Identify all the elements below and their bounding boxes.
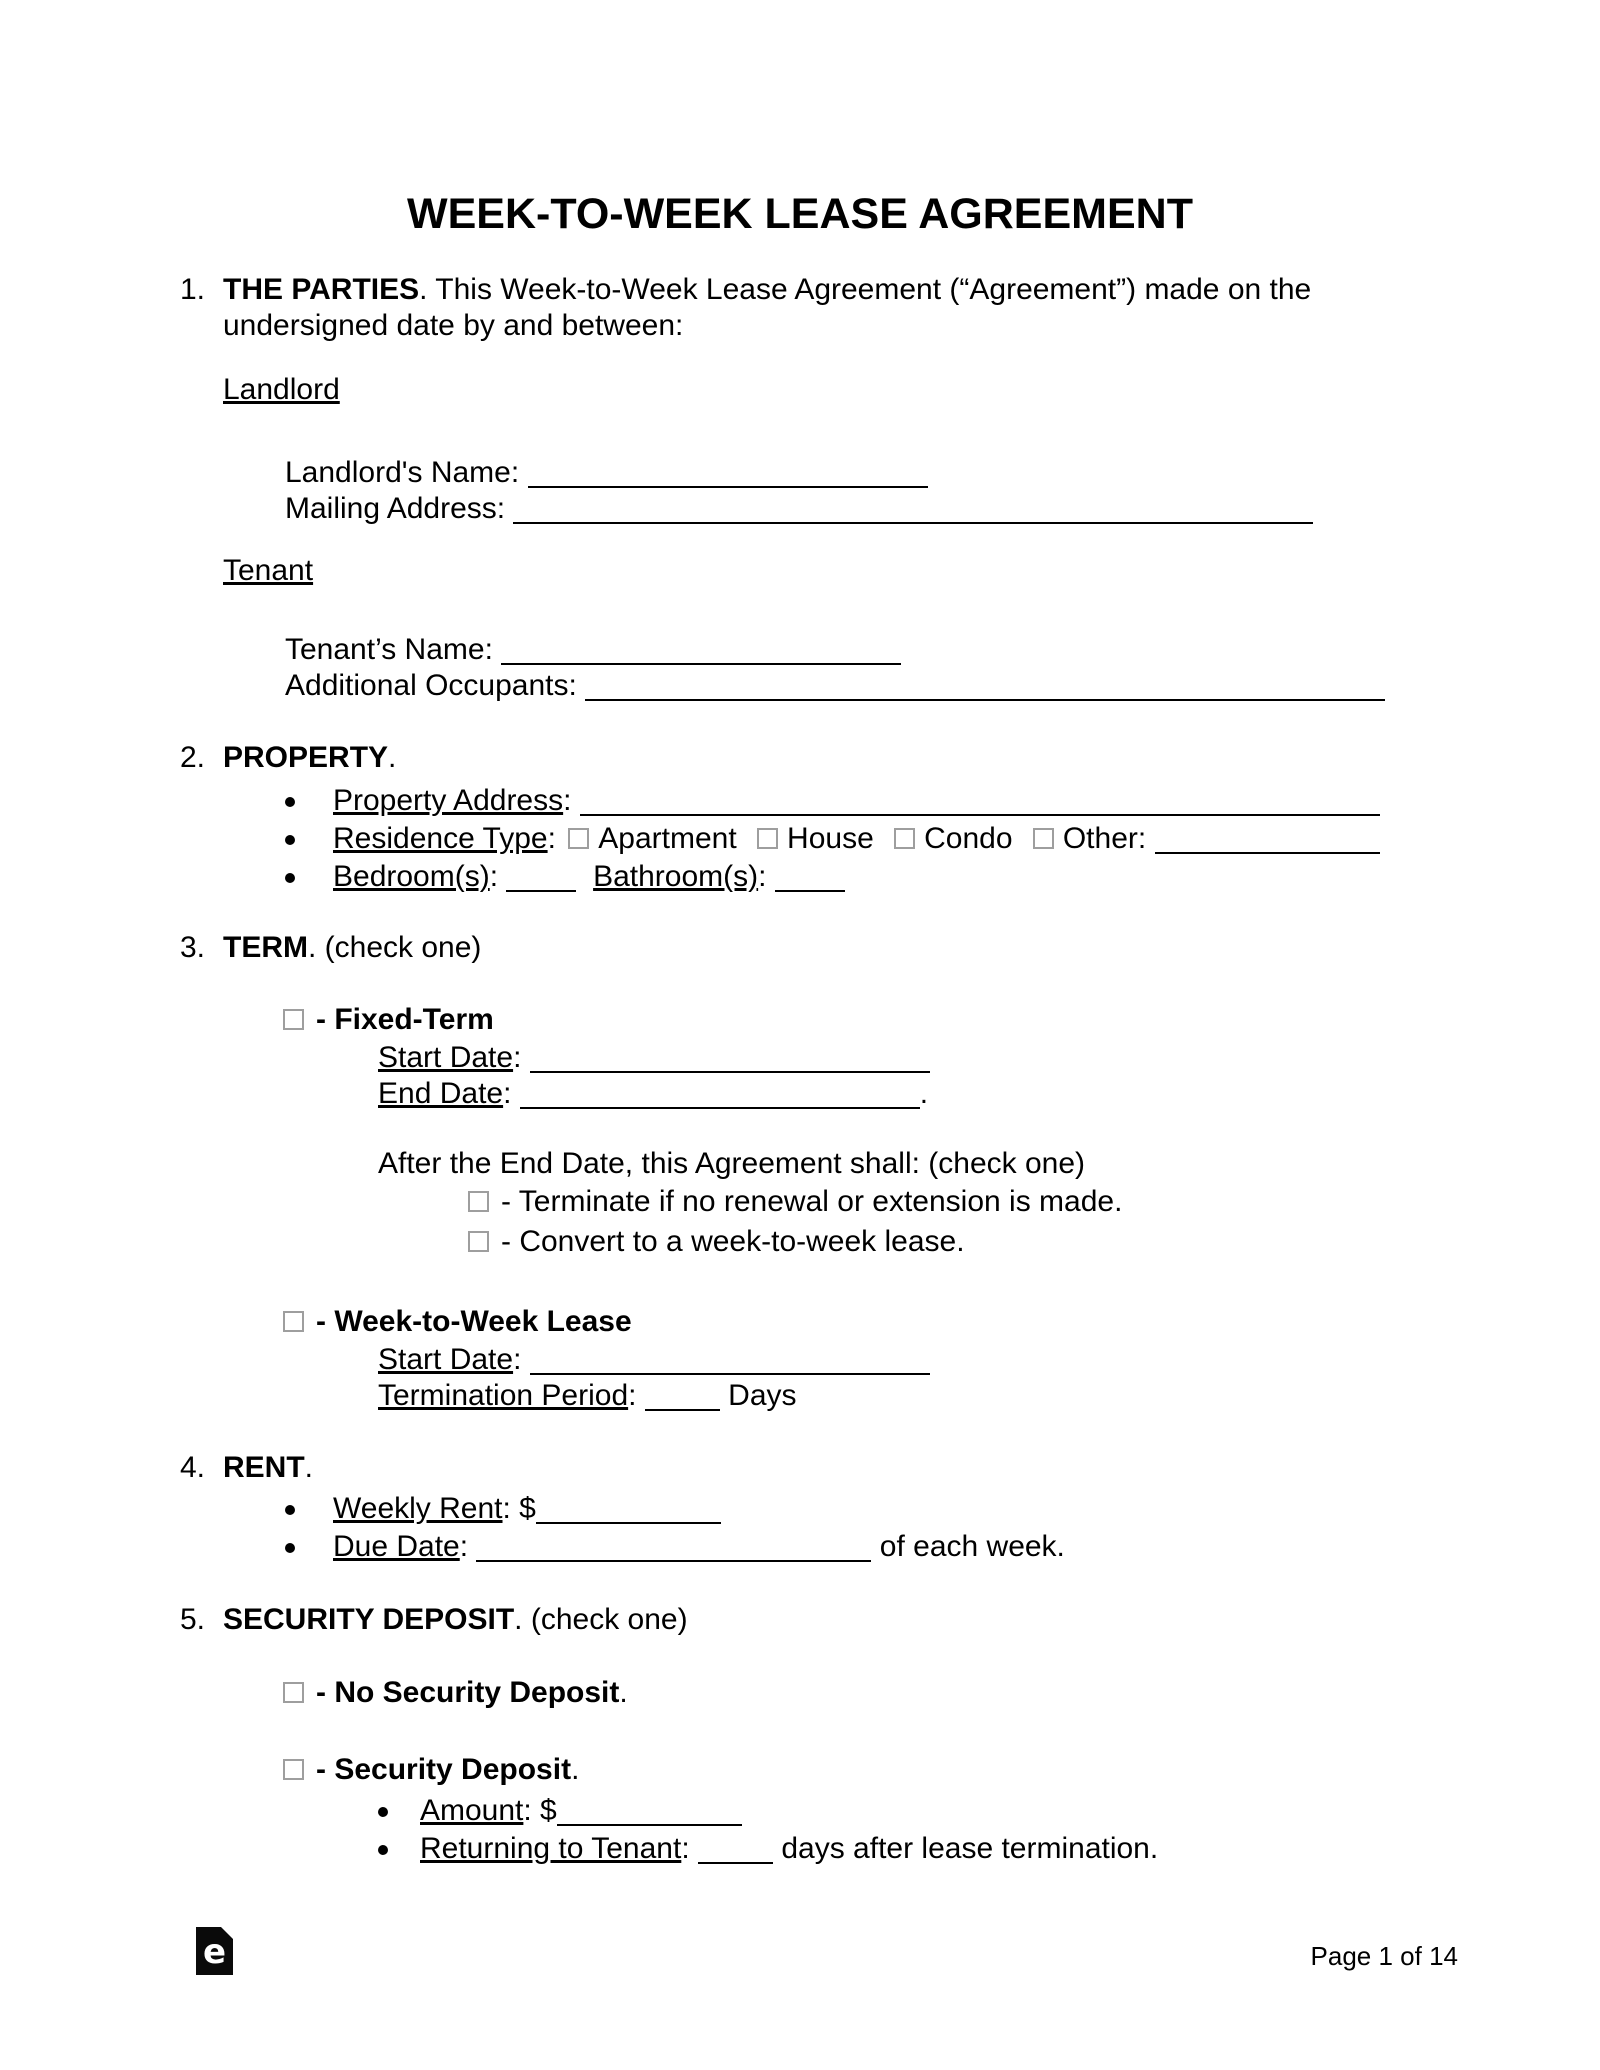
colon-dollar: : $ bbox=[502, 1492, 536, 1525]
weekly-rent-label: Weekly Rent bbox=[333, 1492, 503, 1525]
security-deposit-row bbox=[283, 1752, 1600, 1788]
mailing-address-label: Mailing Address bbox=[285, 492, 497, 525]
terminate-option-row bbox=[468, 1182, 1600, 1222]
days-word: Days bbox=[728, 1379, 797, 1412]
other-residence-input[interactable] bbox=[1155, 824, 1380, 854]
weekly-rent-input[interactable] bbox=[536, 1494, 721, 1524]
returning-to-tenant-label: Returning to Tenant bbox=[420, 1832, 682, 1865]
landlord-name-row bbox=[285, 455, 1600, 491]
security-deposit-checkbox[interactable] bbox=[283, 1759, 304, 1780]
tenant-name-row bbox=[285, 632, 1600, 668]
colon: : bbox=[513, 1343, 522, 1376]
bullet-icon bbox=[285, 1543, 295, 1553]
landlord-name-input[interactable] bbox=[528, 458, 928, 488]
no-security-deposit-checkbox[interactable] bbox=[283, 1682, 304, 1703]
section-number: 1. bbox=[180, 273, 206, 306]
section-number: 4. bbox=[180, 1451, 206, 1484]
section-security-deposit-heading: SECURITY DEPOSIT bbox=[223, 1603, 515, 1636]
convert-checkbox[interactable] bbox=[468, 1231, 489, 1252]
section-number: 2. bbox=[180, 741, 206, 774]
colon: : bbox=[1137, 822, 1147, 855]
bathrooms-input[interactable] bbox=[775, 862, 845, 892]
section-rent bbox=[180, 1450, 1458, 1486]
fixed-start-date-input[interactable] bbox=[530, 1043, 930, 1073]
period: . bbox=[571, 1753, 580, 1786]
w2w-start-date-label: Start Date bbox=[378, 1343, 514, 1376]
bullet-icon bbox=[285, 873, 295, 883]
returning-to-tenant-item bbox=[378, 1830, 1600, 1868]
page-number: Page 1 of 14 bbox=[1310, 1941, 1458, 1971]
termination-period-input[interactable] bbox=[645, 1381, 720, 1411]
week-to-week-option-row bbox=[283, 1304, 1600, 1340]
bullet-icon bbox=[285, 1505, 295, 1515]
w2w-start-date-input[interactable] bbox=[530, 1345, 930, 1375]
termination-period-label: Termination Period bbox=[378, 1379, 629, 1412]
section-property bbox=[180, 740, 1458, 776]
tenant-heading-row bbox=[223, 553, 1600, 589]
colon: : bbox=[628, 1379, 637, 1412]
residence-type-label: Residence Type bbox=[333, 822, 548, 855]
fixed-start-date-row bbox=[378, 1040, 1600, 1076]
section-security-deposit bbox=[180, 1602, 1458, 1638]
section-number: 3. bbox=[180, 931, 206, 964]
section-term-heading: TERM bbox=[223, 931, 308, 964]
period: . bbox=[619, 1676, 628, 1709]
w2w-start-date-row bbox=[378, 1342, 1600, 1378]
terminate-option-label: - Terminate if no renewal or extension is made. bbox=[501, 1185, 1123, 1218]
bullet-icon bbox=[285, 797, 295, 807]
section-rent-tail: . bbox=[304, 1451, 314, 1484]
bathrooms-label: Bathroom(s) bbox=[593, 860, 759, 893]
section-property-text bbox=[223, 740, 1458, 776]
week-to-week-checkbox[interactable] bbox=[283, 1311, 304, 1332]
colon: : bbox=[489, 860, 499, 893]
security-deposit-label: - Security Deposit bbox=[316, 1753, 572, 1786]
landlord-heading: Landlord bbox=[223, 373, 340, 406]
section-security-deposit-text bbox=[223, 1602, 1458, 1638]
mailing-address-input[interactable] bbox=[513, 494, 1313, 524]
colon: : bbox=[459, 1530, 469, 1563]
tenant-name-label: Tenant’s Name bbox=[285, 633, 485, 666]
bedrooms-label: Bedroom(s) bbox=[333, 860, 490, 893]
apartment-option-label: Apartment bbox=[598, 822, 737, 855]
section-security-deposit-tail: . (check one) bbox=[514, 1603, 688, 1636]
fixed-end-date-row bbox=[378, 1076, 1600, 1112]
deposit-amount-label: Amount bbox=[420, 1794, 524, 1827]
section-parties-heading: THE PARTIES bbox=[223, 273, 420, 306]
bullet-icon bbox=[378, 1845, 388, 1855]
terminate-checkbox[interactable] bbox=[468, 1191, 489, 1212]
condo-checkbox[interactable] bbox=[894, 828, 915, 849]
mailing-address-row bbox=[285, 491, 1600, 527]
due-date-suffix: of each week. bbox=[879, 1530, 1065, 1563]
eforms-logo-letter: e bbox=[202, 1932, 227, 1972]
page-fold-icon bbox=[221, 1927, 233, 1939]
property-address-input[interactable] bbox=[580, 786, 1380, 816]
colon: : bbox=[503, 1077, 512, 1110]
bedrooms-bathrooms-item bbox=[285, 858, 1600, 896]
deposit-amount-item bbox=[378, 1792, 1600, 1830]
bullet-icon bbox=[285, 835, 295, 845]
colon-dollar: : $ bbox=[523, 1794, 557, 1827]
colon: : bbox=[510, 456, 520, 489]
section-term-text bbox=[223, 930, 1458, 966]
additional-occupants-label: Additional Occupants bbox=[285, 669, 569, 702]
section-term bbox=[180, 930, 1458, 966]
additional-occupants-input[interactable] bbox=[585, 671, 1385, 701]
deposit-amount-input[interactable] bbox=[557, 1796, 742, 1826]
due-date-item bbox=[285, 1528, 1600, 1566]
tenant-name-input[interactable] bbox=[501, 635, 901, 665]
section-parties bbox=[180, 272, 1458, 344]
no-security-deposit-label: - No Security Deposit bbox=[316, 1676, 620, 1709]
colon: : bbox=[681, 1832, 690, 1865]
house-checkbox[interactable] bbox=[757, 828, 778, 849]
colon: : bbox=[484, 633, 493, 666]
convert-option-row bbox=[468, 1222, 1600, 1262]
termination-period-row bbox=[378, 1378, 1600, 1414]
after-end-date-options bbox=[0, 1182, 1600, 1262]
property-address-label: Property Address bbox=[333, 784, 564, 817]
fixed-term-checkbox[interactable] bbox=[283, 1009, 304, 1030]
section-property-heading: PROPERTY bbox=[223, 741, 389, 774]
condo-option-label: Condo bbox=[924, 822, 1013, 855]
colon: : bbox=[758, 860, 767, 893]
section-term-tail: . (check one) bbox=[308, 931, 482, 964]
landlord-heading-row bbox=[223, 372, 1600, 408]
colon: : bbox=[496, 492, 506, 525]
colon: : bbox=[568, 669, 577, 702]
section-rent-heading: RENT bbox=[223, 1451, 305, 1484]
returning-suffix: days after lease termination. bbox=[781, 1832, 1159, 1865]
fixed-end-date-label: End Date bbox=[378, 1077, 504, 1110]
after-end-date-text: After the End Date, this Agreement shall: (check one) bbox=[378, 1147, 1086, 1180]
residence-type-item bbox=[285, 820, 1600, 858]
bedrooms-input[interactable] bbox=[506, 862, 576, 892]
eforms-logo bbox=[196, 1927, 233, 1975]
property-address-item bbox=[285, 782, 1600, 820]
week-to-week-label: - Week-to-Week Lease bbox=[316, 1305, 632, 1338]
fixed-start-date-label: Start Date bbox=[378, 1041, 514, 1074]
document-title: WEEK-TO-WEEK LEASE AGREEMENT bbox=[407, 190, 1193, 238]
house-option-label: House bbox=[787, 822, 874, 855]
fixed-end-date-input[interactable] bbox=[520, 1079, 920, 1109]
section-rent-text bbox=[223, 1450, 1458, 1486]
fixed-term-label: - Fixed-Term bbox=[316, 1003, 494, 1036]
other-option-label: Other bbox=[1062, 822, 1138, 855]
bullet-icon bbox=[378, 1807, 388, 1817]
due-date-input[interactable] bbox=[476, 1532, 871, 1562]
convert-option-label: - Convert to a week-to-week lease. bbox=[501, 1225, 965, 1258]
colon: : bbox=[563, 784, 572, 817]
other-checkbox[interactable] bbox=[1033, 828, 1054, 849]
fixed-term-option-row bbox=[283, 1002, 1600, 1038]
colon: : bbox=[513, 1041, 522, 1074]
section-parties-body: . This Week-to-Week Lease Agreement (“Agreement”) made on the undersigned date by and between: bbox=[223, 273, 1312, 342]
additional-occupants-row bbox=[285, 668, 1600, 704]
section-parties-text bbox=[223, 272, 1458, 344]
section-property-tail: . bbox=[388, 741, 397, 774]
weekly-rent-item bbox=[285, 1490, 1600, 1528]
landlord-name-label: Landlord's Name bbox=[285, 456, 511, 489]
returning-days-input[interactable] bbox=[698, 1834, 773, 1864]
section-number: 5. bbox=[180, 1603, 206, 1636]
period: . bbox=[919, 1077, 929, 1110]
apartment-checkbox[interactable] bbox=[568, 828, 589, 849]
tenant-heading: Tenant bbox=[223, 554, 314, 587]
colon: : bbox=[547, 822, 556, 855]
due-date-label: Due Date bbox=[333, 1530, 460, 1563]
no-security-deposit-row bbox=[283, 1675, 1600, 1711]
after-end-date-line bbox=[378, 1146, 1600, 1182]
